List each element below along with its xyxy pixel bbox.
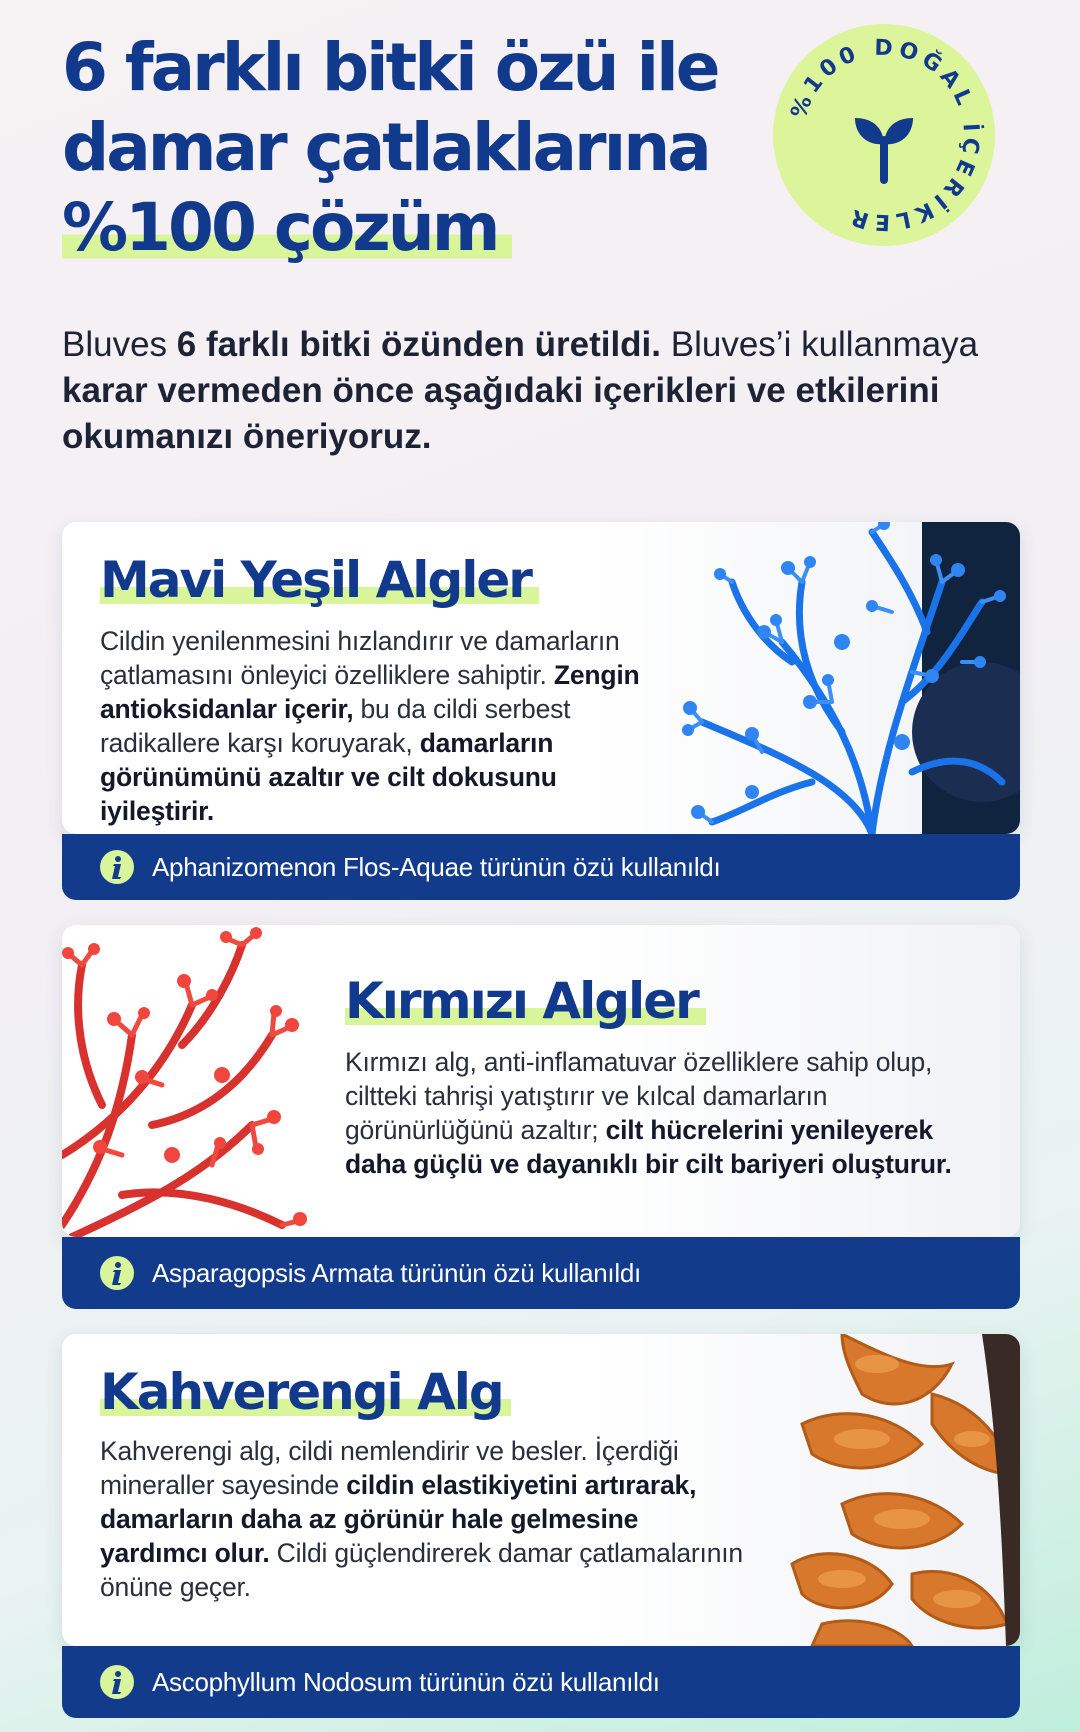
- ingredient-card-blue-algae: [62, 522, 1020, 900]
- card-bold-text: damarların görünümünü azaltır ve cilt dokusunu iyileştirir.: [100, 728, 557, 826]
- card-description: [345, 1045, 965, 1181]
- card-title: Kahverengi Alg: [100, 1362, 511, 1422]
- info-icon: [100, 850, 134, 884]
- intro-bold-1: 6 farklı bitki özünden üretildi.: [176, 325, 662, 364]
- intro-text-2: Bluves’i kullanmaya: [661, 325, 979, 364]
- source-text: Aphanizomenon Flos-Aquae türünün özü kullanıldı: [152, 851, 721, 882]
- source-bar: [62, 1237, 1020, 1309]
- natural-ingredients-badge: [773, 24, 995, 246]
- source-bar: [62, 1646, 1020, 1718]
- title-line-3: %100 çözüm: [62, 188, 512, 268]
- card-panel: [62, 1334, 1020, 1646]
- card-text: Kahverengi alg, cildi nemlendirir ve besler. İçerdiği mineraller sayesinde: [100, 1436, 679, 1500]
- ingredient-card-red-algae: [62, 925, 1020, 1309]
- card-text: bu da cildi serbest radikallere karşı koruyarak,: [100, 694, 571, 758]
- source-text: Ascophyllum Nodosum türünün özü kullanıldı: [152, 1666, 660, 1697]
- card-description: [100, 1434, 750, 1604]
- card-bold-text: cilt hücrelerini yenileyerek daha güçlü ve dayanıklı bir cilt bariyeri oluşturur.: [345, 1115, 952, 1179]
- info-icon: [100, 1256, 134, 1290]
- card-text: Cildi güçlendirerek damar çatlamalarının önüne geçer.: [100, 1538, 743, 1602]
- red-algae-image: [62, 925, 312, 1237]
- info-icon: [100, 1665, 134, 1699]
- card-description: [100, 624, 665, 828]
- card-panel: [62, 522, 1020, 834]
- intro-paragraph: [62, 322, 1022, 460]
- card-bold-text: cildin elastikiyetini artırarak, damarların daha az görünür hale gelmesine yardımcı olur.: [100, 1470, 697, 1568]
- sprout-icon: [855, 118, 913, 184]
- card-title: Mavi Yeşil Algler: [100, 550, 539, 610]
- badge-graphic: [773, 24, 995, 246]
- brown-algae-image: [782, 1334, 1020, 1646]
- card-text: Kırmızı alg, anti-inflamatuvar özelliklere sahip olup, ciltteki tahrişi yatıştırır ve kılcal damarların görünürlüğünü azaltır;: [345, 1047, 933, 1145]
- card-title: Kırmızı Algler: [345, 971, 706, 1031]
- intro-bold-2: karar vermeden önce aşağıdaki içerikleri ve etkilerini okumanızı öneriyoruz.: [62, 371, 940, 456]
- page-title: [62, 28, 717, 268]
- ingredient-card-brown-algae: [62, 1334, 1020, 1718]
- source-text: Asparagopsis Armata türünün özü kullanıldı: [152, 1257, 641, 1288]
- title-line-2: damar çatlaklarına: [62, 109, 709, 186]
- intro-text-1: Bluves: [62, 325, 177, 364]
- card-text: Cildin yenilenmesini hızlandırır ve damarların çatlamasını önleyici özelliklere sahiptir.: [100, 626, 620, 690]
- card-panel: [62, 925, 1020, 1237]
- badge-ring-text: %100 DOĞAL İÇERİKLER: [786, 35, 984, 235]
- blue-algae-image: [682, 522, 1020, 834]
- title-line-1: 6 farklı bitki özü ile: [62, 29, 718, 106]
- card-bold-text: Zengin antioksidanlar içerir,: [100, 660, 640, 724]
- source-bar: [62, 834, 1020, 900]
- svg-text:%100 DOĞAL İÇERİKLER: [787, 36, 985, 235]
